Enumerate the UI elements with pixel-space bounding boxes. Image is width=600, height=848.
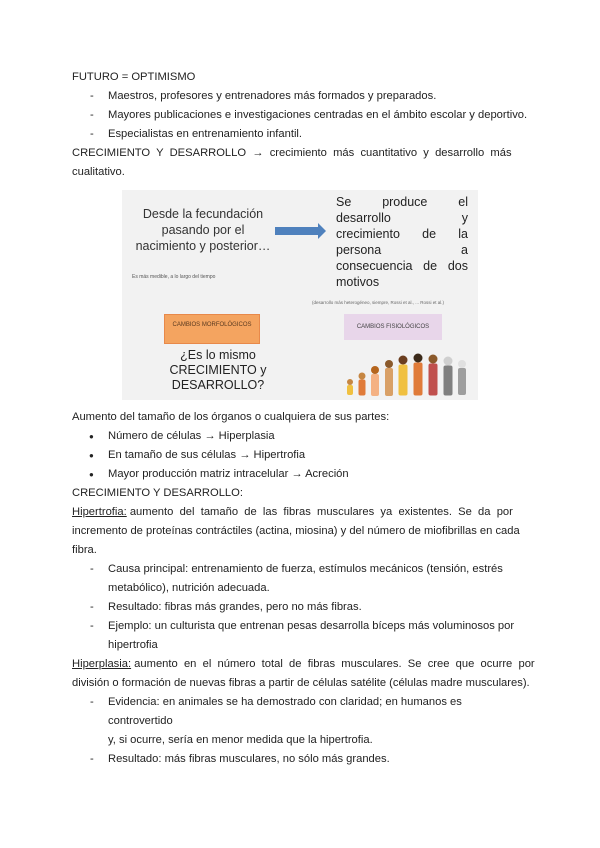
slide-right-line: consecuencia de dos <box>336 259 468 273</box>
futuro-list <box>72 87 528 144</box>
hipertrofia-text: aumento del tamaño de las fibras musculares ya existentes. Se da por <box>126 506 513 518</box>
hipertrofia-line3: fibra. <box>72 544 97 556</box>
person-figure-icon <box>359 373 366 396</box>
person-figure-icon <box>371 366 379 396</box>
arrow-icon <box>275 227 321 235</box>
list-item <box>72 617 528 655</box>
slide-left-small: Es más medible, a lo largo del tiempo <box>132 274 216 280</box>
crecimiento-intro-line1: CRECIMIENTO Y DESARROLLO → crecimiento más cuantitativo y desarrollo más <box>72 147 512 159</box>
list-item: ● Mayor producción matriz intracelular → Acreción <box>72 465 528 484</box>
document-page <box>72 68 535 769</box>
slide-right-line: desarrollo y <box>336 211 468 225</box>
list-item-line: hipertrofia <box>108 639 158 651</box>
hipertrofia-line1 <box>72 503 528 522</box>
crecimiento-intro-line2: cualitativo. <box>72 166 125 178</box>
slide-left-text: Desde la fecundación pasando por el nacimiento y posterior… <box>135 207 271 253</box>
arrow-head-icon <box>318 223 326 239</box>
list-item-line: y, si ocurre, sería en menor medida que la hipertrofia. <box>108 734 373 746</box>
hipertrofia-term: Hipertrofia: <box>72 506 127 518</box>
person-figure-icon <box>385 360 393 396</box>
list-item-line: - Causa principal: entrenamiento de fuerza, estímulos mecánicos (tensión, estrés <box>108 563 503 575</box>
aumento-list <box>72 427 528 484</box>
list-item: - Especialistas en entrenamiento infantil. <box>72 125 528 144</box>
person-figure-icon <box>429 355 438 396</box>
slide-right-text <box>336 194 468 290</box>
morfologicos-box: CAMBIOS MORFOLÓGICOS <box>164 314 260 344</box>
list-item: ● En tamaño de sus células → Hipertrofia <box>72 446 528 465</box>
list-item-line: - Resultado: fibras más grandes, pero no más fibras. <box>108 601 362 613</box>
slide-citation: (desarrollo más heterogéneo, siempre, Rossi et al., ... Rossi et al.) <box>312 300 445 305</box>
hipertrofia-list <box>72 560 528 655</box>
list-item-line: - Resultado: más fibras musculares, no sólo más grandes. <box>108 753 390 765</box>
person-figure-icon <box>347 379 353 395</box>
list-item: - Maestros, profesores y entrenadores más formados y preparados. <box>72 87 528 106</box>
list-item-line: - Ejemplo: un culturista que entrenan pesas desarrolla bíceps más voluminosos por <box>108 620 515 632</box>
slide-right-line: Se produce el <box>336 195 468 209</box>
list-item-line: - Evidencia: en animales se ha demostrado con claridad; en humanos es controvertido <box>108 696 462 727</box>
hiperplasia-line1 <box>72 655 535 674</box>
person-figure-icon <box>414 354 423 396</box>
list-item <box>72 598 528 617</box>
list-item <box>72 560 528 598</box>
hiperplasia-line2: división o formación de nuevas fibras a partir de células satélite (células madre musculares). <box>72 677 530 689</box>
hiperplasia-list <box>72 693 528 769</box>
person-figure-icon <box>399 356 408 396</box>
list-item-line: metabólico), nutrición adecuada. <box>108 582 270 594</box>
person-figure-icon <box>444 357 453 396</box>
hipertrofia-line2: incremento de proteínas contráctiles (actina, miosina) y del número de miofibrillas en cada <box>72 525 520 537</box>
slide-image <box>122 190 478 400</box>
futuro-heading: FUTURO = OPTIMISMO <box>72 71 196 83</box>
slide-right-line: crecimiento de la <box>336 227 468 241</box>
list-item: - Mayores publicaciones e investigaciones centradas en el ámbito escolar y deportivo. <box>72 106 528 125</box>
fisiologicos-box: CAMBIOS FISIOLÓGICOS <box>344 314 442 340</box>
list-item <box>72 750 528 769</box>
crecimiento-heading: CRECIMIENTO Y DESARROLLO: <box>72 487 243 499</box>
slide-right-line: motivos <box>336 275 380 289</box>
hiperplasia-text: aumento en el número total de fibras musculares. Se cree que ocurre por <box>131 658 535 670</box>
growth-figures-illustration <box>340 338 470 398</box>
slide-question: ¿Es lo mismo CRECIMIENTO y DESARROLLO? <box>169 348 267 392</box>
aumento-intro: Aumento del tamaño de los órganos o cualquiera de sus partes: <box>72 411 390 423</box>
list-item <box>72 693 528 750</box>
hiperplasia-term: Hiperplasia: <box>72 658 132 670</box>
list-item: ● Número de células → Hiperplasia <box>72 427 528 446</box>
slide-right-line: persona a <box>336 243 468 257</box>
person-figure-icon <box>458 360 466 395</box>
